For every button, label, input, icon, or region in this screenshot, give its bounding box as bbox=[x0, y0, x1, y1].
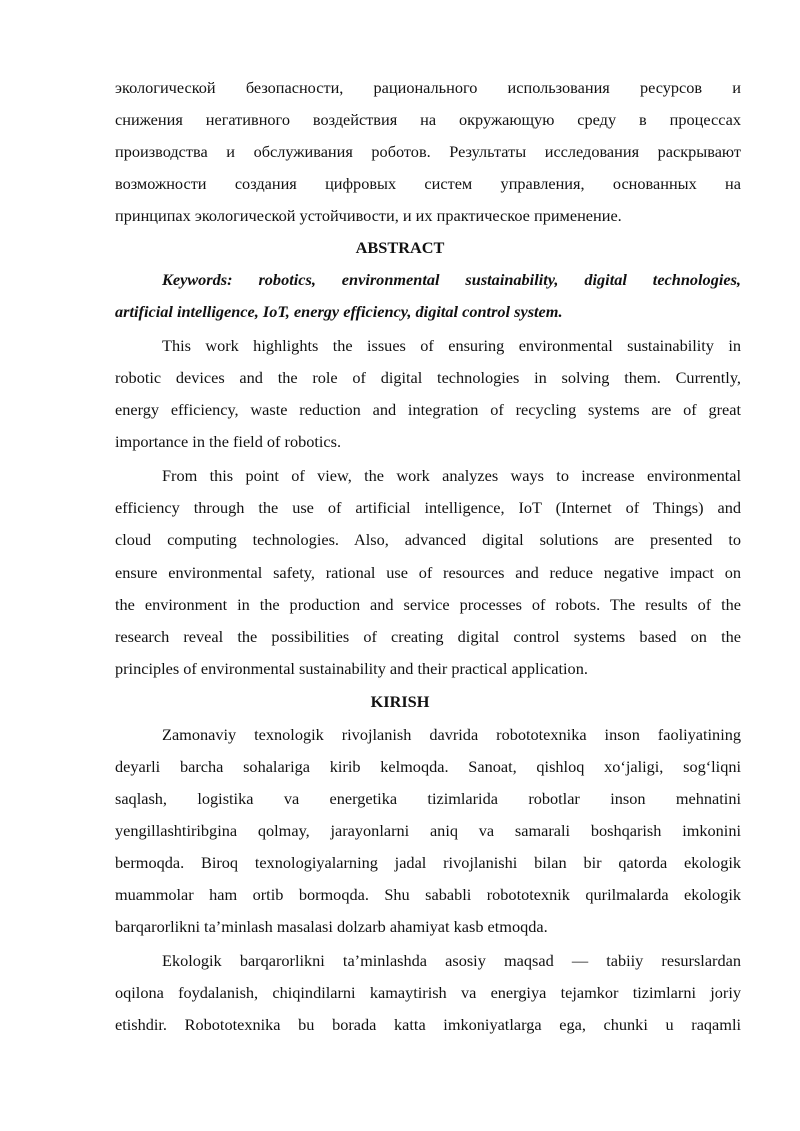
abstract-heading: ABSTRACT bbox=[355, 238, 445, 257]
kirish-paragraph-line: deyarli barcha sohalariga kirib kelmoqda. Sanoat, qishloq xo‘jaligi, sog‘liqni bbox=[115, 757, 741, 776]
kirish-paragraph-line: bermoqda. Biroq texnologiyalarning jadal rivojlanishi bilan bir qatorda ekologik bbox=[115, 853, 741, 872]
abstract-paragraph-line: From this point of view, the work analyzes ways to increase environmental bbox=[162, 466, 741, 485]
kirish-paragraph-line: barqarorlikni ta’minlash masalasi dolzarb ahamiyat kasb etmoqda. bbox=[115, 917, 548, 936]
kirish-paragraph-line: yengillashtiribgina qolmay, jarayonlarni aniq va samarali boshqarish imkonini bbox=[115, 821, 741, 840]
kirish-paragraph-line: saqlash, logistika va energetika tizimlarida robotlar inson mehnatini bbox=[115, 789, 741, 808]
ru-paragraph-line: принципах экологической устойчивости, и их практическое применение. bbox=[115, 206, 622, 225]
abstract-paragraph-line: importance in the field of robotics. bbox=[115, 432, 342, 451]
ru-paragraph-line: производства и обслуживания роботов. Результаты исследования раскрывают bbox=[115, 142, 741, 161]
ru-paragraph-line: возможности создания цифровых систем управления, основанных на bbox=[115, 174, 741, 193]
abstract-paragraph-line: energy efficiency, waste reduction and integration of recycling systems are of great bbox=[115, 400, 741, 419]
kirish-heading: KIRISH bbox=[370, 692, 430, 711]
abstract-paragraph-line: the environment in the production and service processes of robots. The results of the bbox=[115, 595, 741, 614]
kirish-paragraph-line: Zamonaviy texnologik rivojlanish davrida robototexnika inson faoliyatining bbox=[162, 725, 741, 744]
abstract-paragraph-line: ensure environmental safety, rational use of resources and reduce negative impact on bbox=[115, 563, 741, 582]
kirish-paragraph-line: oqilona foydalanish, chiqindilarni kamaytirish va energiya tejamkor tizimlarni joriy bbox=[115, 983, 741, 1002]
abstract-paragraph-line: research reveal the possibilities of creating digital control systems based on the bbox=[115, 627, 741, 646]
abstract-paragraph-line: efficiency through the use of artificial intelligence, IoT (Internet of Things) and bbox=[115, 498, 741, 517]
keywords-line: artificial intelligence, IoT, energy efficiency, digital control system. bbox=[115, 302, 563, 321]
abstract-paragraph-line: This work highlights the issues of ensuring environmental sustainability in bbox=[162, 336, 741, 355]
ru-paragraph-line: экологической безопасности, рационального использования ресурсов и bbox=[115, 78, 741, 97]
abstract-paragraph-line: cloud computing technologies. Also, advanced digital solutions are presented to bbox=[115, 530, 741, 549]
keywords-line: Keywords: robotics, environmental sustainability, digital technologies, bbox=[162, 270, 741, 289]
kirish-paragraph-line: muammolar ham ortib bormoqda. Shu sababli robototexnik qurilmalarda ekologik bbox=[115, 885, 741, 904]
abstract-paragraph-line: principles of environmental sustainability and their practical application. bbox=[115, 659, 588, 678]
ru-paragraph-line: снижения негативного воздействия на окружающую среду в процессах bbox=[115, 110, 741, 129]
kirish-paragraph-line: Ekologik barqarorlikni ta’minlashda asosiy maqsad — tabiiy resurslardan bbox=[162, 951, 741, 970]
kirish-paragraph-line: etishdir. Robototexnika bu borada katta imkoniyatlarga ega, chunki u raqamli bbox=[115, 1015, 741, 1034]
abstract-paragraph-line: robotic devices and the role of digital technologies in solving them. Currently, bbox=[115, 368, 741, 387]
